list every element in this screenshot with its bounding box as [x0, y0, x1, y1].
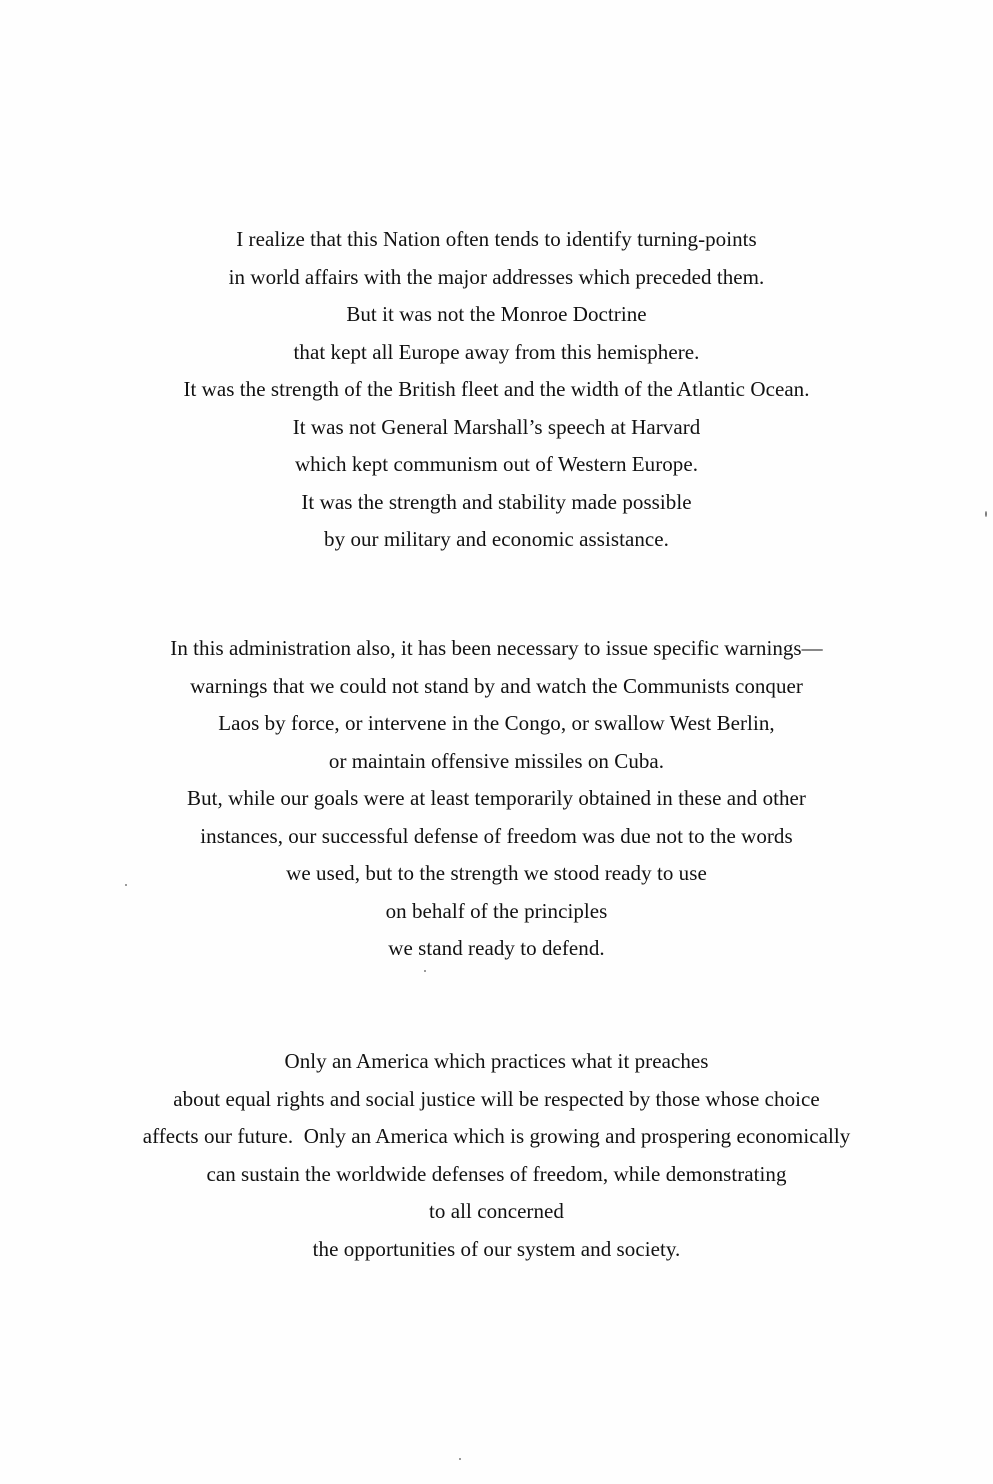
text-line: we used, but to the strength we stood ready to use [286, 861, 707, 885]
text-line: warnings that we could not stand by and watch the Communists conquer [190, 673, 803, 698]
text-line: But, while our goals were at least temporarily obtained in these and other [187, 786, 806, 810]
scan-speck [459, 1458, 461, 1460]
text-line: we stand ready to defend. [388, 936, 605, 960]
text-line: that kept all Europe away from this hemisphere. [293, 339, 700, 364]
text-line: about equal rights and social justice will be respected by those whose choice [173, 1086, 820, 1111]
text-line: the opportunities of our system and society. [312, 1236, 681, 1261]
text-line: on behalf of the principles [385, 898, 608, 923]
text-line: But it was not the Monroe Doctrine [346, 302, 647, 326]
text-line: Only an America which practices what it preaches [284, 1049, 709, 1073]
text-line: or maintain offensive missiles on Cuba. [328, 748, 665, 773]
text-line: affects our future. Only an America which is growing and prospering economically [142, 1124, 851, 1148]
scan-speck [985, 511, 987, 517]
text-line: in world affairs with the major addresses which preceded them. [228, 264, 765, 289]
text-line: which kept communism out of Western Europe. [294, 452, 699, 476]
scan-speck [125, 884, 127, 886]
scan-speck [424, 970, 426, 972]
text-line: Laos by force, or intervene in the Congo, or swallow West Berlin, [218, 711, 775, 735]
text-line: I realize that this Nation often tends to identify turning-points [236, 227, 757, 251]
text-line: In this administration also, it has been necessary to issue specific warnings— [170, 636, 823, 660]
text-line: It was the strength and stability made possible [301, 489, 692, 514]
text-line: can sustain the worldwide defenses of freedom, while demonstrating [206, 1161, 787, 1186]
stanza-monroe-doctrine [0, 221, 993, 559]
text-line: to all concerned [429, 1199, 564, 1223]
text-line: instances, our successful defense of freedom was due not to the words [200, 823, 793, 848]
text-line: It was the strength of the British fleet and the width of the Atlantic Ocean. [183, 377, 810, 401]
text-line: It was not General Marshall’s speech at Harvard [292, 414, 701, 439]
stanza-specific-warnings [0, 630, 993, 968]
stanza-equal-rights [0, 1043, 993, 1268]
text-line: by our military and economic assistance. [324, 527, 669, 551]
